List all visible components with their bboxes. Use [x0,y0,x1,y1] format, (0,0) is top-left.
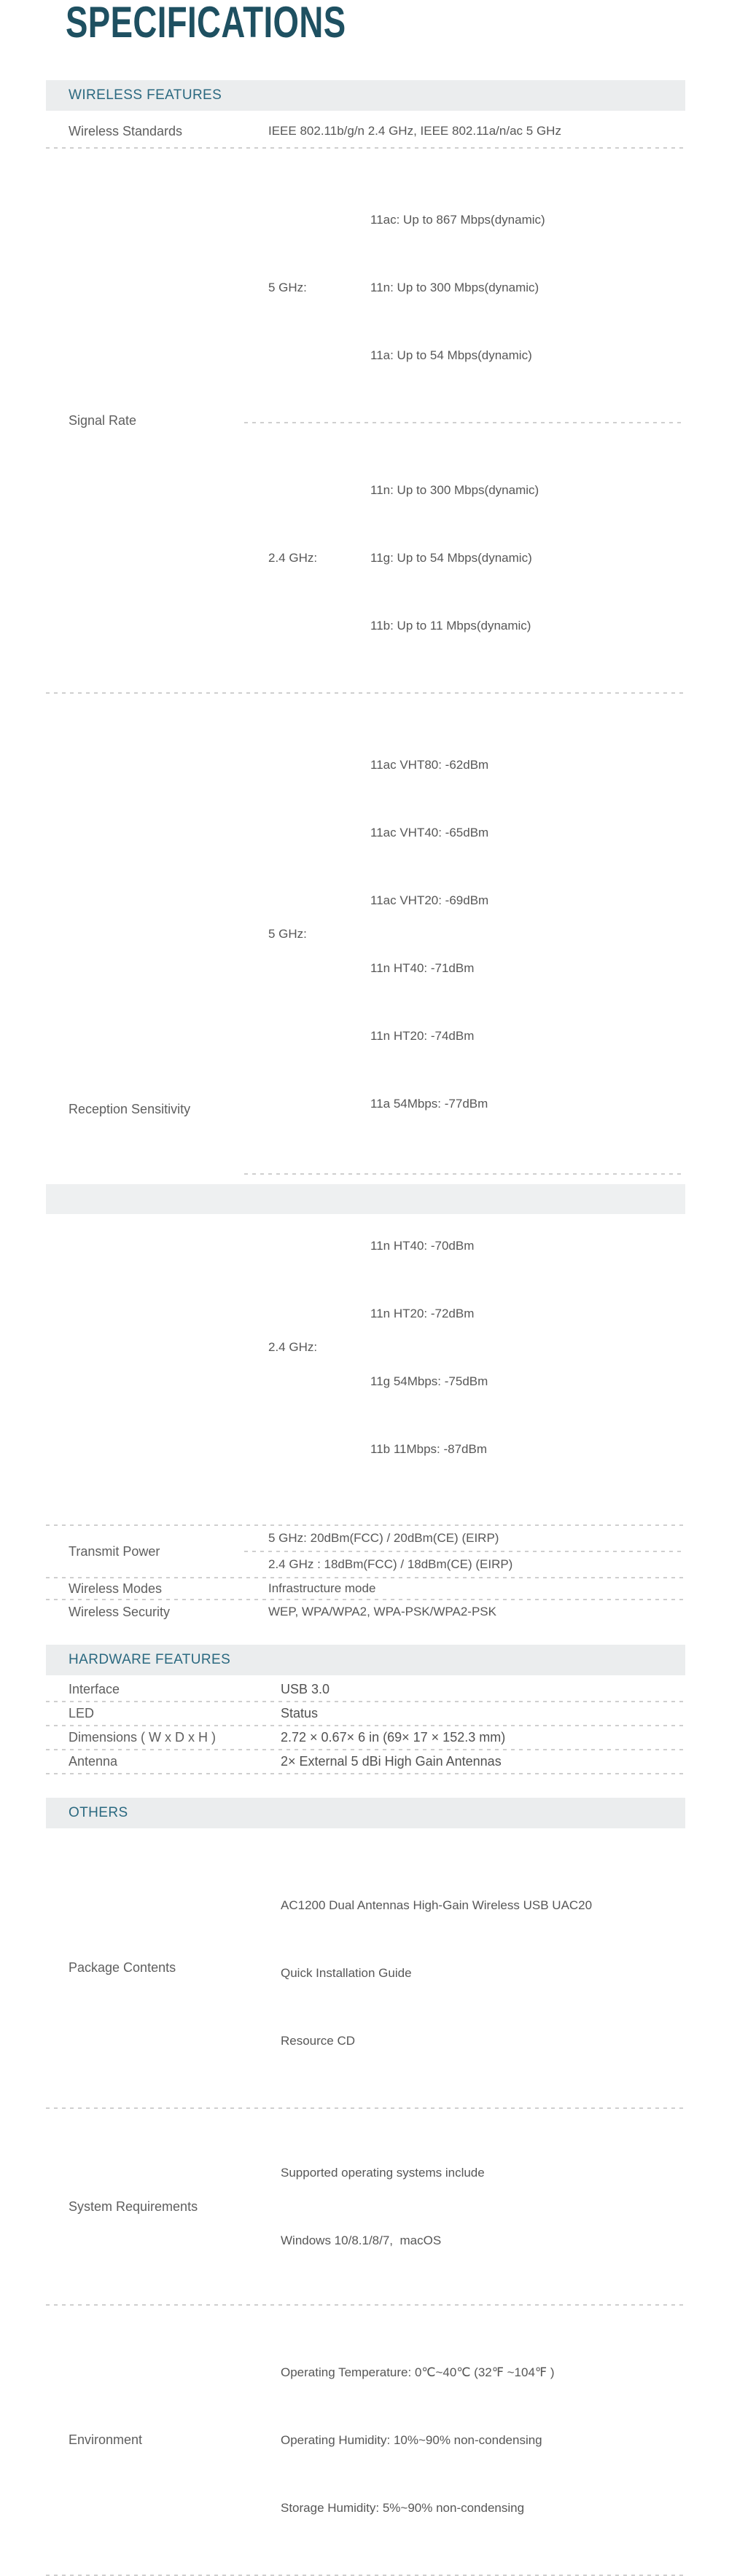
band-lines [370,1189,488,1506]
spec-row-dimensions [46,1726,685,1749]
row-divider [46,1773,685,1774]
band-group-5ghz [244,694,685,1173]
spec-line: Storage Humidity: 5%~90% non-condensing [281,2501,525,2515]
spec-label: Dimensions ( W x D x H ) [69,1730,217,1745]
spec-line: Operating Temperature: 0℃~40℃ (32℉ ~104℉ ) [281,2365,555,2379]
spec-line: 11n HT40: -71dBm [370,961,475,975]
spec-label: System Requirements [69,2199,198,2214]
transmit-power-values [244,1526,685,1577]
spec-line: 11b: Up to 11 Mbps(dynamic) [370,619,531,633]
section-header-text: WIRELESS FEATURES [69,87,222,103]
spec-label: Package Contents [69,1960,176,1975]
band-group-5ghz [244,149,685,422]
spec-row-environment [46,2306,685,2575]
spec-row-wireless-standards [46,111,685,147]
spec-label: LED [69,1706,95,1720]
spec-line: 11n: Up to 300 Mbps(dynamic) [370,483,539,497]
spec-line: 2.4 GHz : 18dBm(FCC) / 18dBm(CE) (EIRP) [268,1557,513,1571]
spec-row-reception-sensitivity [46,694,685,1524]
spec-value: WEP, WPA/WPA2, WPA-PSK/WPA2-PSK [268,1605,496,1618]
band-label: 2.4 GHz: [268,1340,318,1354]
band-label: 5 GHz: [268,280,307,294]
spec-line: 11a: Up to 54 Mbps(dynamic) [370,348,532,362]
spec-label: Wireless Security [69,1604,171,1619]
spec-line: 11g 54Mbps: -75dBm [370,1374,488,1388]
spec-value: 2.72 × 0.67× 6 in (69× 17 × 152.3 mm) [281,1730,506,1745]
spec-row-led [46,1702,685,1725]
page-title: SPECIFICATIONS [66,0,346,47]
band-lines [370,708,488,1160]
spec-value-lines [244,1828,592,2107]
spec-label: Wireless Standards [69,123,183,138]
spec-line: 11b 11Mbps: -87dBm [370,1442,488,1456]
spec-line: 11ac: Up to 867 Mbps(dynamic) [370,213,545,227]
section-header-text: HARDWARE FEATURES [69,1652,231,1667]
spec-label: Reception Sensitivity [69,1101,191,1116]
spec-line: 11ac VHT40: -65dBm [370,826,489,839]
spec-row-antenna [46,1750,685,1773]
spec-line: 11ac VHT80: -62dBm [370,758,489,772]
spec-value-lines [244,2109,485,2304]
spec-line: Supported operating systems include [281,2166,485,2180]
spec-content [46,80,685,2576]
spec-label: Wireless Modes [69,1581,163,1596]
spec-value: IEEE 802.11b/g/n 2.4 GHz, IEEE 802.11a/n/ac 5 GHz [268,124,561,138]
spec-label: Interface [69,1682,120,1696]
spec-row-wireless-security [46,1600,685,1624]
next-section-bar-partial [46,1184,685,1214]
section-header-text: OTHERS [69,1805,128,1820]
spec-line: Operating Humidity: 10%~90% non-condensing [281,2433,542,2447]
spec-label: Environment [69,2432,143,2447]
spec-label: Signal Rate [69,412,137,428]
spec-line: 11a 54Mbps: -77dBm [370,1097,488,1111]
spec-line: Windows 10/8.1/8/7, macOS [281,2234,442,2247]
spec-line: Quick Installation Guide [281,1966,412,1980]
section-header-others [46,1798,685,1828]
spec-line: 5 GHz: 20dBm(FCC) / 20dBm(CE) (EIRP) [268,1531,499,1545]
spec-line: Resource CD [281,2034,356,2048]
signal-rate-values [244,149,685,692]
spec-value: Infrastructure mode [268,1581,376,1595]
spec-row-interface [46,1678,685,1701]
spec-label: Antenna [69,1754,118,1769]
spec-value: Status [281,1706,319,1720]
spec-value: 2× External 5 dBi High Gain Antennas [281,1754,502,1769]
band-lines [370,163,545,412]
section-header-wireless-features [46,80,685,111]
spec-row-package-contents [46,1828,685,2107]
spec-row-transmit-power [46,1526,685,1577]
band-group-2-4ghz [244,423,685,692]
spec-line: 11n HT40: -70dBm [370,1239,475,1253]
band-label: 2.4 GHz: [268,550,318,565]
band-group-2-4ghz [244,1175,685,1524]
spec-line: 11n HT20: -74dBm [370,1029,475,1043]
spec-line: 11n: Up to 300 Mbps(dynamic) [370,281,539,294]
spec-row-wireless-modes [46,1578,685,1599]
spec-label: Transmit Power [69,1543,160,1559]
spec-line: AC1200 Dual Antennas High-Gain Wireless USB UAC20 [281,1898,593,1912]
reception-sensitivity-values [244,694,685,1524]
spec-line: 11g: Up to 54 Mbps(dynamic) [370,551,532,565]
hardware-rows [46,1675,685,1774]
spec-row-signal-rate [46,149,685,692]
spec-line: 11n HT20: -72dBm [370,1307,475,1320]
spec-row-system-requirements [46,2109,685,2304]
spec-value-lines [244,2306,554,2575]
band-label: 5 GHz: [268,927,307,941]
spec-line: 11ac VHT20: -69dBm [370,893,489,907]
band-lines [370,434,539,682]
section-header-hardware-features [46,1645,685,1675]
spec-value: USB 3.0 [281,1682,330,1696]
